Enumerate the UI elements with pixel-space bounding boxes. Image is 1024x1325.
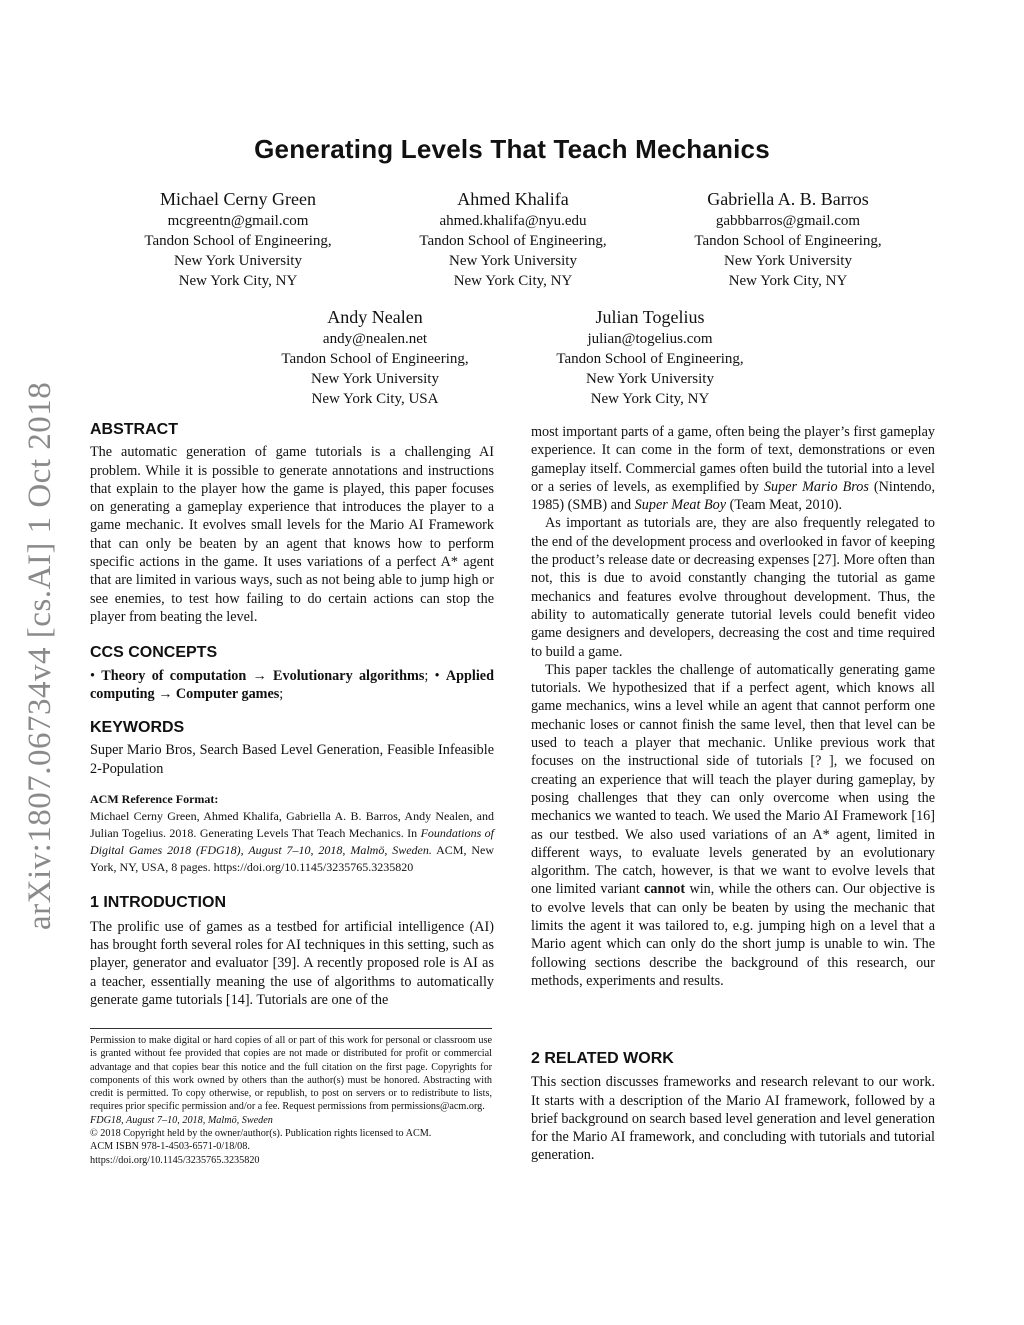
author-email[interactable]: julian@togelius.com (587, 331, 713, 347)
author-university: New York University (311, 371, 439, 387)
related-work-heading: 2 RELATED WORK (531, 1050, 674, 1067)
left-column (90, 421, 494, 1009)
author-location: New York City, USA (311, 391, 439, 407)
ccs-heading: CCS CONCEPTS (90, 644, 218, 662)
related-work-paragraph: This section discusses frameworks and research relevant to our work. It starts with a description of the Mario AI framework, followed by a brief background on search based level generation and level generation for the Mario AI framework, and concluding with tutorials and tutorial generation. (531, 1074, 935, 1164)
author-location: New York City, NY (453, 273, 573, 289)
ccs-term: Applied computing (90, 667, 494, 702)
author-block (520, 305, 780, 409)
author-name: Michael Cerny Green (160, 189, 316, 209)
permission-notice: Permission to make digital or hard copies of all or part of this work for personal or classroom use is granted without fee provided that copies are not made or distributed for profit or commercial advantage and that copies bear this notice and the full citation on the first page. Copyrights for components of this work owned by others than the author(s) must be honored. Abstracting with credit is permitted. To copy otherwise, or republish, to post on servers or to redistribute to lists, requires prior specific permission and/or a fee. Request permissions from permissions@acm.org. (90, 1035, 492, 1113)
author-university: New York University (174, 253, 302, 269)
ccs-term: Evolutionary algorithms (273, 667, 425, 684)
conference-line: FDG18, August 7–10, 2018, Malmö, Sweden (90, 1114, 273, 1126)
author-block (658, 187, 918, 291)
game-title: Super Mario Bros (763, 478, 869, 495)
emphasis: cannot (644, 881, 686, 898)
intro-paragraph: As important as tutorials are, they are also frequently relegated to the end of the development process and overlooked in favor of keeping the product’s release date or decreasing expenses [27]. More often than not, this is due to avoid constantly changing the tutorial as game mechanics and features evolve throughout development. Thus, the ability to automatically generate tutorial levels could benefit video game designers and developers, decreasing the cost and time required to build a game. (531, 515, 935, 660)
author-email[interactable]: gabbbarros@gmail.com (715, 213, 861, 229)
author-name: Ahmed Khalifa (457, 189, 569, 209)
text-span: (Team Meat, 2010). (726, 497, 843, 514)
ccs-arrow: → (154, 685, 176, 702)
ccs-arrow: → (246, 667, 274, 684)
author-affiliation: Tandon School of Engineering, (281, 351, 469, 367)
acm-reference-doi: ACM, New York, NY, USA, 8 pages. https://doi.org/10.1145/3235765.3235820 (90, 843, 494, 875)
right-column (531, 423, 935, 990)
intro-paragraph: The prolific use of games as a testbed for artificial intelligence (AI) has brought forth several roles for AI techniques in this setting, such as player, generator and evaluator [39]. A recently proposed role is AI as a teacher, essentially meaning the use of algorithms to automatically generate game tutorials [14]. Tutorials are one of the (90, 918, 494, 1008)
author-block (108, 187, 368, 291)
copyright-line: © 2018 Copyright held by the owner/author(s). Publication rights licensed to ACM. (90, 1128, 432, 1140)
author-block (245, 305, 505, 409)
keywords-text: Super Mario Bros, Search Based Level Generation, Feasible Infeasible 2-Population (90, 742, 494, 777)
arxiv-identifier: arXiv:1807.06734v4 [cs.AI] 1 Oct 2018 (22, 381, 58, 930)
footnote-divider (90, 1028, 492, 1029)
keywords-heading: KEYWORDS (90, 719, 185, 737)
intro-paragraph (531, 423, 935, 514)
text-span: (Nintendo, 1985) (SMB) and (531, 478, 935, 514)
author-email[interactable]: mcgreentn@gmail.com (167, 213, 309, 229)
text-span: This paper tackles the challenge of automatically generating game tutorials. We hypothesized that if a perfect agent, which knows all game mechanics, wins a level while an agent that cannot perform one mechanic loses or cannot finish the same level, then that level can be used to teach a player that mechanic. Unlike previous work that focuses on the instructional side of tutorials [? ], we focused on creating an experience that will teach the player during gameplay, by posing challenges that they can only overcome when using the mechanics we wanted to teach. We used the Mario AI Framework [16] as our testbed. We also used variations of an A* agent, limited in different ways, to evaluate levels generated by an evolutionary algorithm. The catch, however, is that we want to evolve levels that one limited variant (531, 661, 935, 898)
author-affiliation: Tandon School of Engineering, (419, 233, 607, 249)
ccs-term: Computer games (175, 685, 280, 702)
author-university: New York University (586, 371, 714, 387)
text-span: most important parts of a game, often being the player’s first gameplay experience. It can come in the form of text, demonstrations or even gameplay itself. Commercial games often build the tutorial into a level or a series of levels, as exemplified by (531, 424, 935, 495)
author-location: New York City, NY (590, 391, 710, 407)
author-name: Julian Togelius (595, 307, 705, 327)
author-affiliation: Tandon School of Engineering, (556, 351, 744, 367)
author-name: Gabriella A. B. Barros (707, 189, 869, 209)
author-university: New York University (449, 253, 577, 269)
intro-paragraph (531, 661, 935, 990)
author-location: New York City, NY (728, 273, 848, 289)
related-work-section (531, 1050, 935, 1165)
acm-reference-authors: Michael Cerny Green, Ahmed Khalifa, Gabriella A. B. Barros, Andy Nealen, and Julian Togelius. 2018. Generating Levels That Teach Mechanics. In (90, 809, 494, 841)
acm-reference-venue: Foundations of Digital Games 2018 (FDG18), August 7–10, 2018, Malmö, Sweden. (90, 826, 494, 858)
game-title: Super Meat Boy (634, 497, 727, 514)
abstract-text: The automatic generation of game tutorials is a challenging AI problem. While it is possible to generate annotations and instructions that explain to the player how the game is played, this paper focuses on generating a gameplay experience that introduces the player to a game mechanic. It evolves small levels for the Mario AI Framework that can only be beaten by an agent that knows how to perform specific actions in the game. It uses variations of a perfect A* agent that are limited in various ways, such as not being able to jump high or see enemies, to test how failing to do certain actions can stop the player from beating the level. (90, 444, 494, 625)
author-block (383, 187, 643, 291)
author-affiliation: Tandon School of Engineering, (144, 233, 332, 249)
isbn-line: ACM ISBN 978-1-4503-6571-0/18/08. (90, 1141, 250, 1153)
ccs-concepts: • Theory of computation → Evolutionary algorithms; • Applied computing → Computer games; (90, 667, 494, 702)
author-name: Andy Nealen (327, 307, 423, 327)
text-span: win, while the others can. Our objective is to evolve levels that can only be beaten by using the mechanic that limits the agent it was tailored to, e.g. jumping high on a level that a Mario agent which can only do the short jump is unable to win. The following sections describe the background of this research, our methods, experiments and results. (531, 881, 935, 989)
acm-reference-heading: ACM Reference Format: (90, 792, 219, 807)
abstract-heading: ABSTRACT (90, 421, 178, 438)
author-location: New York City, NY (178, 273, 298, 289)
acm-reference-text (90, 808, 494, 876)
author-affiliation: Tandon School of Engineering, (694, 233, 882, 249)
acm-reference (90, 790, 494, 876)
footnote (90, 1034, 492, 1167)
ccs-term: Theory of computation (101, 667, 247, 684)
paper-title: Generating Levels That Teach Mechanics (254, 134, 770, 164)
doi-link[interactable]: https://doi.org/10.1145/3235765.3235820 (90, 1154, 260, 1166)
author-email[interactable]: andy@nealen.net (322, 331, 428, 347)
author-university: New York University (724, 253, 852, 269)
author-email[interactable]: ahmed.khalifa@nyu.edu (439, 213, 587, 229)
intro-heading: 1 INTRODUCTION (90, 894, 226, 912)
